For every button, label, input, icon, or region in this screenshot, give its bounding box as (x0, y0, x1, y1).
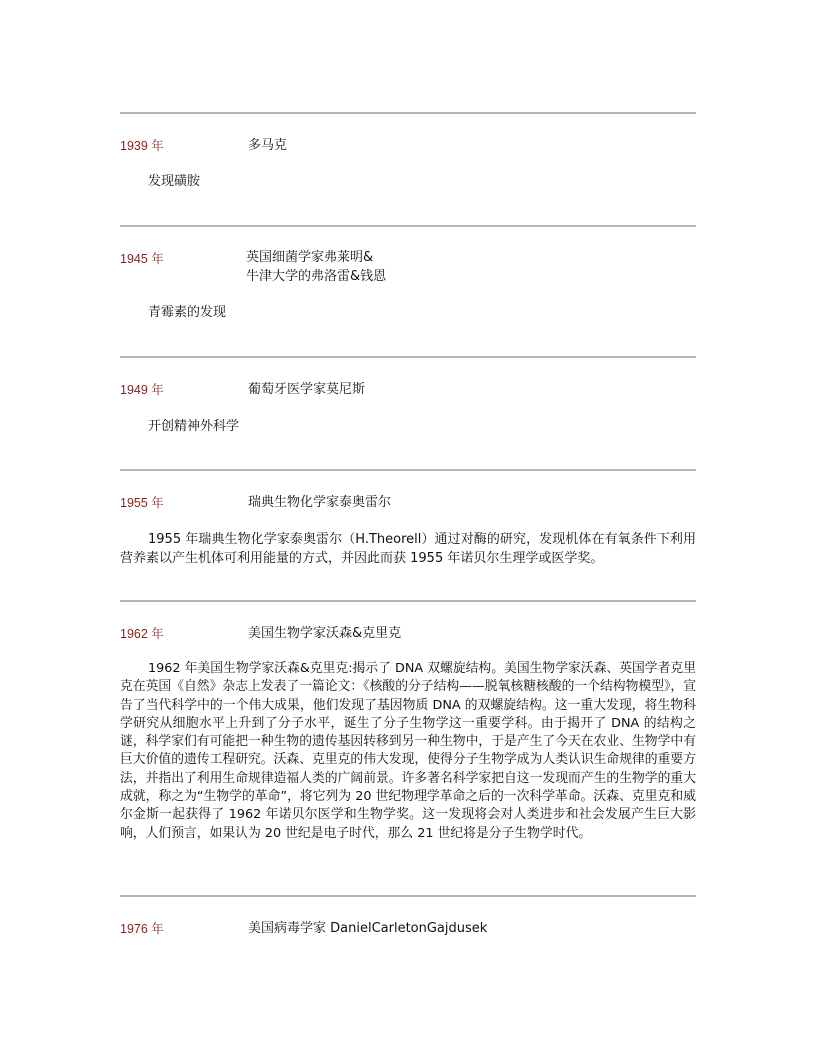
entry-person: 葡萄牙医学家莫尼斯 (248, 382, 366, 397)
divider (120, 469, 696, 471)
divider (120, 112, 696, 114)
divider (120, 600, 696, 602)
entry-year: 1945 年 (120, 252, 164, 266)
entry-description: 开创精神外科学 (148, 419, 240, 434)
entry-year: 1939 年 (120, 139, 164, 153)
divider (120, 895, 696, 897)
divider (120, 225, 696, 227)
entry-description: 发现磺胺 (148, 174, 201, 189)
entry-person: 美国生物学家沃森&克里克 (248, 626, 402, 641)
entry-year: 1976 年 (120, 922, 164, 936)
entry-year: 1955 年 (120, 496, 164, 510)
entry-person: 美国病毒学家 DanielCarletonGajdusek (248, 921, 488, 936)
divider (120, 356, 696, 358)
entry-person: 瑞典生物化学家泰奥雷尔 (248, 495, 392, 510)
entry-description: 1955 年瑞典生物化学家泰奥雷尔（H.Theorell）通过对酶的研究，发现机体在有氧条件下利用营养素以产生机体可利用能量的方式，并因此而获 1955 年诺贝尔生理学或医学奖。 (120, 532, 696, 566)
entry-description: 青霉素的发现 (148, 305, 227, 320)
entry-person: 多马克 (248, 138, 288, 153)
entry-year: 1962 年 (120, 627, 164, 641)
entry-description: 1962 年美国生物学家沃森&克里克:揭示了 DNA 双螺旋结构。美国生物学家沃森、英国学者克里克在英国《自然》杂志上发表了一篇论文：《核酸的分子结构——脱氧核糖核酸的一个结构物模型》，宣告了当代科学中的一个伟大成果，他们发现了基因物质 DNA 的双螺旋结构。这一重大发现，将生物科学研究从细胞水平上升到了分子水平，诞生了分子生物学这一重要学科。由于揭开了 DNA 的结构之谜，科学家们有可能把一种生物的遗传基因转移到另一种生物中，于是产生了今天在农业、生物学中有巨大价值的遗传工程研究。沃森、克里克的伟大发现，使得分子生物学成为人类认识生命规律的重要方法，并指出了利用生命规律造福人类的广阔前景。许多著名科学家把自这一发现而产生的生物学的重大成就，称之为“生物学的革命”，将它列为 20 世纪物理学革命之后的一次科学革命。沃森、克里克和威尔金斯一起获得了 1962 年诺贝尔医学和生物学奖。这一发现将会对人类进步和社会发展产生巨大影响，人们预言，如果认为 20 世纪是电子时代，那么 21 世纪将是分子生物学时代。 (120, 661, 696, 841)
entry-person: 英国细菌学家弗莱明& 牛津大学的弗洛雷&钱恩 (246, 250, 387, 284)
entry-year: 1949 年 (120, 383, 164, 397)
